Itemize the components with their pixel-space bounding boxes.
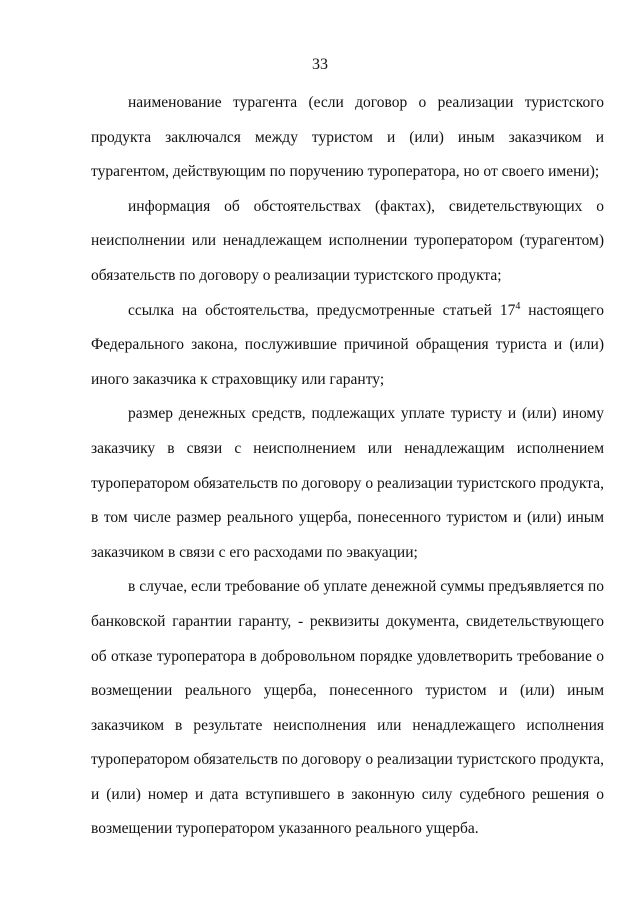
article-reference-continuation: настоящего Федерального закона, послужившие причиной обращения туриста и (или) иного заказчика к страховщику или гаранту; xyxy=(91,301,604,388)
article-reference-text: ссылка на обстоятельства, предусмотренные статьей 17 xyxy=(128,301,516,319)
page-number: 33 xyxy=(312,56,328,73)
article-superscript: 4 xyxy=(515,300,521,312)
paragraph-travel-agent-name: наименование турагента (если договор о реализации туристского продукта заключался между туристом и (или) иным заказчиком и турагентом, действующим по поручению туроператора, но от своего имени); xyxy=(91,94,604,181)
document-body xyxy=(91,86,604,847)
paragraph-bank-guarantee: в случае, если требование об уплате денежной суммы предъявляется по банковской гарантии гаранту, - реквизиты документа, свидетельствующего об отказе туроператора в добровольном порядке удовлетворить требование о возмещении реального ущерба, понесенного туристом и (или) иным заказчиком в результате неисполнения или ненадлежащего исполнения туроператором обязательств по договору о реализации туристского продукта, и (или) номер и дата вступившего в законную силу судебного решения о возмещении туроператором указанного реального ущерба. xyxy=(91,578,604,838)
paragraph-article-reference xyxy=(91,294,604,398)
paragraph-amount-due: размер денежных средств, подлежащих уплате туристу и (или) иному заказчику в связи с неисполнением или ненадлежащим исполнением туроператором обязательств по договору о реализации туристского продукта, в том числе размер реального ущерба, понесенного туристом и (или) иным заказчиком в связи с его расходами по эвакуации; xyxy=(91,405,604,561)
paragraph-circumstances-info: информация об обстоятельствах (фактах), свидетельствующих о неисполнении или ненадлежащем исполнении туроператором (турагентом) обязательств по договору о реализации туристского продукта; xyxy=(91,197,604,284)
